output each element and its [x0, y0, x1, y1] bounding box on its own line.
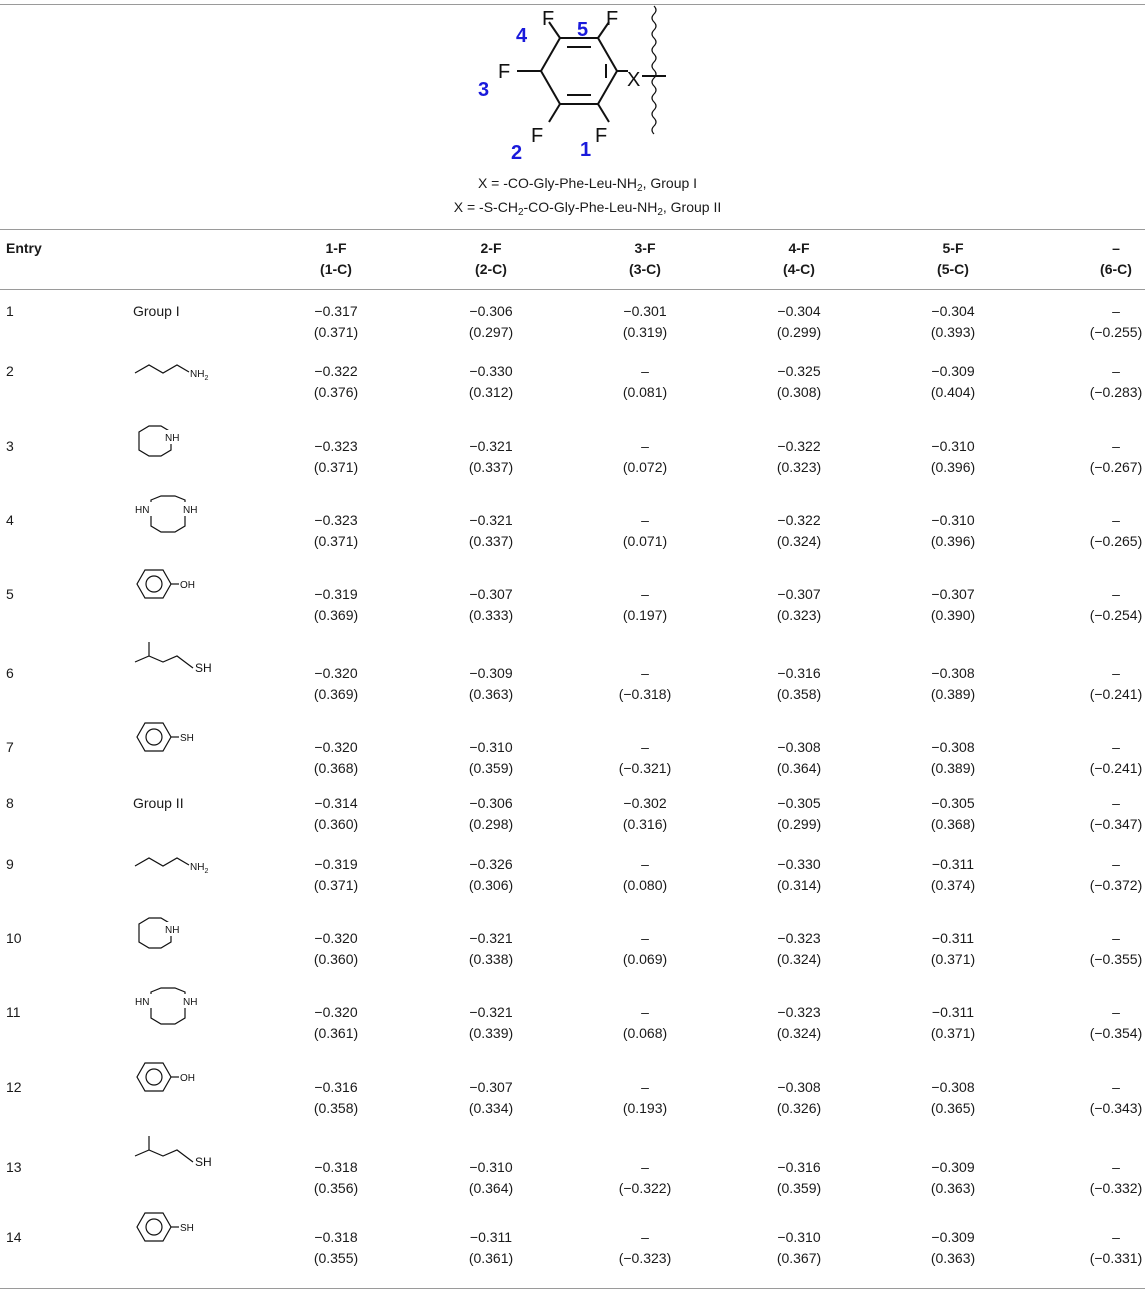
fluorine-charge-value: −0.308	[931, 1079, 975, 1095]
fluorine-charge-value: −0.311	[931, 930, 975, 946]
fluorine-charge-value: –	[1112, 1004, 1120, 1020]
fluorine-charge-value: −0.323	[314, 512, 358, 528]
carbon-charge-value: (0.308)	[776, 384, 822, 400]
header-1c: (1-C)	[320, 261, 352, 277]
carbon-charge-value: (0.364)	[776, 760, 822, 776]
carbon-charge-value: (0.364)	[468, 1180, 514, 1196]
carbon-charge-value: (0.337)	[468, 459, 514, 475]
fluorine-charge-value: −0.307	[469, 586, 513, 602]
carbon-charge-value: (0.371)	[313, 877, 359, 893]
caption-group-ii	[0, 198, 1145, 216]
header-entry: Entry	[6, 240, 42, 256]
fluorine-charge-value: –	[641, 586, 649, 602]
thiophenol-structure	[133, 717, 233, 766]
carbon-charge-value: (0.299)	[776, 324, 822, 340]
carbon-charge-value: (0.197)	[622, 607, 668, 623]
position-5-label: 5	[577, 19, 589, 41]
carbon-charge-value: (0.323)	[776, 607, 822, 623]
fluorine-charge-value: –	[1112, 1079, 1120, 1095]
fluorine-charge-value: −0.318	[314, 1159, 358, 1175]
carbon-charge-value: (0.297)	[468, 324, 514, 340]
carbon-charge-value: (0.369)	[313, 607, 359, 623]
fluorine-charge-value: –	[641, 363, 649, 379]
carbon-charge-value: (0.371)	[313, 533, 359, 549]
carbon-charge-value: (0.072)	[622, 459, 668, 475]
fluorine-charge-value: −0.309	[931, 1229, 975, 1245]
carbon-charge-value: (−0.347)	[1089, 816, 1143, 832]
carbon-charge-value: (0.365)	[930, 1100, 976, 1116]
carbon-charge-value: (0.355)	[313, 1250, 359, 1266]
svg-text:SH: SH	[180, 1223, 194, 1234]
carbon-charge-value: (0.360)	[313, 816, 359, 832]
carbon-charge-value: (0.312)	[468, 384, 514, 400]
fluorine-charge-value: –	[1112, 665, 1120, 681]
fluorine-charge-value: −0.321	[469, 438, 513, 454]
caption-1-subscript: 2	[637, 183, 643, 194]
fluorine-charge-value: –	[641, 856, 649, 872]
piperidine-structure	[133, 912, 233, 961]
fluorine-charge-value: –	[1112, 512, 1120, 528]
fluorine-charge-value: –	[641, 1229, 649, 1245]
butylamine-structure	[133, 852, 233, 881]
carbon-charge-value: (0.356)	[313, 1180, 359, 1196]
piperazine-structure	[133, 494, 233, 543]
carbon-charge-value: (0.363)	[468, 686, 514, 702]
fluorine-charge-value: −0.307	[469, 1079, 513, 1095]
carbon-charge-value: (−0.354)	[1089, 1025, 1143, 1041]
group-label: Group II	[133, 795, 184, 811]
position-4-label: 4	[516, 25, 528, 47]
svg-text:SH: SH	[195, 1155, 212, 1169]
carbon-charge-value: (0.339)	[468, 1025, 514, 1041]
header-2f: 2-F	[480, 240, 502, 256]
entry-number: 12	[6, 1079, 22, 1095]
fluorine-charge-value: −0.320	[314, 665, 358, 681]
carbon-charge-value: (0.404)	[930, 384, 976, 400]
fluorine-charge-value: −0.325	[777, 363, 821, 379]
header-4c: (4-C)	[783, 261, 815, 277]
svg-text:SH: SH	[180, 733, 194, 744]
fluorine-charge-value: −0.316	[777, 1159, 821, 1175]
fluorine-charge-value: −0.306	[469, 303, 513, 319]
svg-text:NH2: $NH_2$	[190, 369, 209, 382]
carbon-charge-value: (−0.255)	[1089, 324, 1143, 340]
entry-number: 7	[6, 739, 14, 755]
atom-f-5: F	[606, 8, 619, 30]
fluorine-charge-value: −0.308	[931, 665, 975, 681]
carbon-charge-value: (0.361)	[468, 1250, 514, 1266]
pentafluorophenyl-scheme	[0, 0, 1145, 230]
carbon-charge-value: (−0.355)	[1089, 951, 1143, 967]
carbon-charge-value: (0.358)	[776, 686, 822, 702]
fluorine-charge-value: −0.323	[777, 1004, 821, 1020]
carbon-charge-value: (−0.343)	[1089, 1100, 1143, 1116]
isopentanethiol-structure	[133, 638, 233, 687]
phenol-structure	[133, 564, 233, 613]
phenol-structure	[133, 1057, 233, 1106]
entry-number: 13	[6, 1159, 22, 1175]
carbon-charge-value: (0.368)	[313, 760, 359, 776]
carbon-charge-value: (0.371)	[930, 951, 976, 967]
carbon-charge-value: (0.193)	[622, 1100, 668, 1116]
fluorine-charge-value: −0.322	[777, 512, 821, 528]
position-1-label: 1	[580, 139, 592, 161]
carbon-charge-value: (0.367)	[776, 1250, 822, 1266]
carbon-charge-value: (0.396)	[930, 459, 976, 475]
carbon-charge-value: (0.306)	[468, 877, 514, 893]
fluorine-charge-value: –	[1112, 739, 1120, 755]
group-label: Group I	[133, 303, 180, 319]
caption-2-text: X = -S-CH	[453, 199, 518, 215]
fluorine-charge-value: −0.305	[777, 795, 821, 811]
carbon-charge-value: (0.069)	[622, 951, 668, 967]
entry-number: 5	[6, 586, 14, 602]
carbon-charge-value: (0.371)	[930, 1025, 976, 1041]
carbon-charge-value: (−0.323)	[618, 1250, 672, 1266]
fluorine-charge-value: −0.320	[314, 930, 358, 946]
svg-text:NH2: $NH_2$	[190, 862, 209, 875]
fluorine-charge-value: −0.323	[777, 930, 821, 946]
fluorine-charge-value: −0.310	[469, 739, 513, 755]
fluorine-charge-value: −0.326	[469, 856, 513, 872]
carbon-charge-value: (0.363)	[930, 1250, 976, 1266]
piperidine-structure	[133, 420, 233, 469]
entry-number: 10	[6, 930, 22, 946]
fluorine-charge-value: −0.307	[931, 586, 975, 602]
fluorine-charge-value: –	[1112, 586, 1120, 602]
carbon-charge-value: (−0.322)	[618, 1180, 672, 1196]
carbon-charge-value: (−0.372)	[1089, 877, 1143, 893]
fluorine-charge-value: –	[641, 438, 649, 454]
fluorine-charge-value: –	[641, 739, 649, 755]
fluorine-charge-value: −0.330	[469, 363, 513, 379]
fluorine-charge-value: −0.321	[469, 1004, 513, 1020]
scheme-structure	[0, 0, 1145, 172]
fluorine-charge-value: −0.309	[931, 1159, 975, 1175]
carbon-charge-value: (0.071)	[622, 533, 668, 549]
fluorine-charge-value: −0.305	[931, 795, 975, 811]
position-2-label: 2	[511, 142, 523, 164]
fluorine-charge-value: −0.323	[314, 438, 358, 454]
subheader-rule	[0, 289, 1145, 290]
fluorine-charge-value: −0.319	[314, 586, 358, 602]
caption-2-subscript: 2	[517, 207, 524, 218]
carbon-charge-value: (0.081)	[622, 384, 668, 400]
carbon-charge-value: (−0.254)	[1089, 607, 1143, 623]
header-6-dash: –	[1112, 240, 1120, 256]
entry-number: 4	[6, 512, 14, 528]
carbon-charge-value: (0.333)	[468, 607, 514, 623]
fluorine-charge-value: –	[641, 512, 649, 528]
svg-text:NH: NH	[183, 505, 198, 516]
carbon-charge-value: (0.358)	[313, 1100, 359, 1116]
fluorine-charge-value: –	[1112, 856, 1120, 872]
atom-f-4: F	[542, 8, 555, 30]
fluorine-charge-value: −0.318	[314, 1229, 358, 1245]
carbon-charge-value: (0.376)	[313, 384, 359, 400]
carbon-charge-value: (0.080)	[622, 877, 668, 893]
fluorine-charge-value: –	[1112, 1159, 1120, 1175]
carbon-charge-value: (−0.283)	[1089, 384, 1143, 400]
svg-text:SH: SH	[195, 661, 212, 675]
carbon-charge-value: (−0.331)	[1089, 1250, 1143, 1266]
fluorine-charge-value: −0.310	[931, 438, 975, 454]
carbon-charge-value: (−0.332)	[1089, 1180, 1143, 1196]
fluorine-charge-value: –	[1112, 303, 1120, 319]
carbon-charge-value: (0.389)	[930, 760, 976, 776]
entry-number: 9	[6, 856, 14, 872]
carbon-charge-value: (−0.241)	[1089, 760, 1143, 776]
header-rule	[0, 229, 1145, 230]
carbon-charge-value: (0.393)	[930, 324, 976, 340]
carbon-charge-value: (−0.241)	[1089, 686, 1143, 702]
fluorine-charge-value: −0.316	[314, 1079, 358, 1095]
fluorine-charge-value: −0.301	[623, 303, 667, 319]
fluorine-charge-value: −0.309	[931, 363, 975, 379]
thiophenol-structure	[133, 1207, 233, 1256]
fluorine-charge-value: −0.310	[931, 512, 975, 528]
carbon-charge-value: (−0.265)	[1089, 533, 1143, 549]
fluorine-charge-value: –	[1112, 363, 1120, 379]
caption-group-i	[0, 174, 1145, 192]
piperazine-structure	[133, 986, 233, 1035]
carbon-charge-value: (0.390)	[930, 607, 976, 623]
fluorine-charge-value: −0.310	[777, 1229, 821, 1245]
carbon-charge-value: (0.316)	[622, 816, 668, 832]
header-3f: 3-F	[634, 240, 656, 256]
header-3c: (3-C)	[629, 261, 661, 277]
fluorine-charge-value: −0.320	[314, 739, 358, 755]
fluorine-charge-value: −0.321	[469, 930, 513, 946]
fluorine-charge-value: –	[1112, 438, 1120, 454]
carbon-charge-value: (0.371)	[313, 324, 359, 340]
entry-number: 11	[6, 1004, 21, 1020]
fluorine-charge-value: −0.317	[314, 303, 358, 319]
svg-text:NH: NH	[183, 997, 198, 1008]
carbon-charge-value: (0.068)	[622, 1025, 668, 1041]
fluorine-charge-value: −0.304	[777, 303, 821, 319]
carbon-charge-value: (−0.318)	[618, 686, 672, 702]
fluorine-charge-value: −0.308	[777, 1079, 821, 1095]
entry-number: 1	[6, 303, 14, 319]
entry-number: 2	[6, 363, 14, 379]
caption-2-subscript-b: 2	[657, 207, 663, 218]
carbon-charge-value: (0.323)	[776, 459, 822, 475]
carbon-charge-value: (0.396)	[930, 533, 976, 549]
svg-text:NH: NH	[165, 433, 180, 444]
header-2c: (2-C)	[475, 261, 507, 277]
svg-text:HN: HN	[135, 505, 150, 516]
carbon-charge-value: (0.324)	[776, 533, 822, 549]
carbon-charge-value: (0.298)	[468, 816, 514, 832]
carbon-charge-value: (0.338)	[468, 951, 514, 967]
butylamine-structure	[133, 359, 233, 388]
fluorine-charge-value: −0.316	[777, 665, 821, 681]
fluorine-charge-value: –	[641, 1079, 649, 1095]
carbon-charge-value: (−0.321)	[618, 760, 672, 776]
fluorine-charge-value: –	[1112, 1229, 1120, 1245]
carbon-charge-value: (0.299)	[776, 816, 822, 832]
caption-1-group: , Group I	[642, 175, 698, 191]
entry-number: 6	[6, 665, 14, 681]
header-5c: (5-C)	[937, 261, 969, 277]
carbon-charge-value: (0.326)	[776, 1100, 822, 1116]
atom-f-1: F	[595, 125, 608, 147]
carbon-charge-value: (0.371)	[313, 459, 359, 475]
fluorine-charge-value: –	[641, 1159, 649, 1175]
fluorine-charge-value: –	[641, 665, 649, 681]
fluorine-charge-value: −0.330	[777, 856, 821, 872]
fluorine-charge-value: −0.321	[469, 512, 513, 528]
svg-text:NH: NH	[165, 925, 180, 936]
atom-x: X	[627, 69, 641, 91]
carbon-charge-value: (−0.267)	[1089, 459, 1143, 475]
header-5f: 5-F	[942, 240, 964, 256]
atom-f-3: F	[498, 61, 511, 83]
carbon-charge-value: (0.368)	[930, 816, 976, 832]
fluorine-charge-value: –	[641, 930, 649, 946]
fluorine-charge-value: −0.311	[469, 1229, 513, 1245]
entry-number: 3	[6, 438, 14, 454]
carbon-charge-value: (0.369)	[313, 686, 359, 702]
isopentanethiol-structure	[133, 1132, 233, 1181]
fluorine-charge-value: −0.302	[623, 795, 667, 811]
header-1f: 1-F	[325, 240, 347, 256]
fluorine-charge-value: −0.311	[931, 1004, 975, 1020]
carbon-charge-value: (0.314)	[776, 877, 822, 893]
entry-number: 14	[6, 1229, 22, 1245]
fluorine-charge-value: −0.309	[469, 665, 513, 681]
fluorine-charge-value: –	[641, 1004, 649, 1020]
fluorine-charge-value: –	[1112, 795, 1120, 811]
carbon-charge-value: (0.360)	[313, 951, 359, 967]
attachment-wavy-bond	[652, 6, 656, 134]
fluorine-charge-value: −0.322	[314, 363, 358, 379]
fluorine-charge-value: −0.310	[469, 1159, 513, 1175]
bottom-rule	[0, 1288, 1145, 1289]
fluorine-charge-value: −0.304	[931, 303, 975, 319]
fluorine-charge-value: −0.307	[777, 586, 821, 602]
carbon-charge-value: (0.337)	[468, 533, 514, 549]
fluorine-charge-value: −0.322	[777, 438, 821, 454]
carbon-charge-value: (0.359)	[776, 1180, 822, 1196]
carbon-charge-value: (0.334)	[468, 1100, 514, 1116]
atom-f-2: F	[531, 125, 544, 147]
carbon-charge-value: (0.374)	[930, 877, 976, 893]
carbon-charge-value: (0.361)	[313, 1025, 359, 1041]
carbon-charge-value: (0.359)	[468, 760, 514, 776]
header-4f: 4-F	[788, 240, 810, 256]
entry-number: 8	[6, 795, 14, 811]
carbon-charge-value: (0.319)	[622, 324, 668, 340]
header-6c: (6-C)	[1100, 261, 1132, 277]
fluorine-charge-value: –	[1112, 930, 1120, 946]
caption-2-group: , Group II	[662, 199, 722, 215]
svg-text:OH: OH	[180, 580, 195, 591]
carbon-charge-value: (0.389)	[930, 686, 976, 702]
position-3-label: 3	[478, 79, 490, 101]
fluorine-charge-value: −0.320	[314, 1004, 358, 1020]
fluorine-charge-value: −0.311	[931, 856, 975, 872]
carbon-charge-value: (0.324)	[776, 951, 822, 967]
fluorine-charge-value: −0.308	[931, 739, 975, 755]
fluorine-charge-value: −0.308	[777, 739, 821, 755]
caption-1-text: X = -CO-Gly-Phe-Leu-NH	[477, 175, 638, 191]
carbon-charge-value: (0.363)	[930, 1180, 976, 1196]
fluorine-charge-value: −0.306	[469, 795, 513, 811]
fluorine-charge-value: −0.319	[314, 856, 358, 872]
fluorine-charge-value: −0.314	[314, 795, 358, 811]
svg-text:OH: OH	[180, 1073, 195, 1084]
carbon-charge-value: (0.324)	[776, 1025, 822, 1041]
svg-text:HN: HN	[135, 997, 150, 1008]
caption-2-text-b: -CO-Gly-Phe-Leu-NH	[523, 199, 658, 215]
